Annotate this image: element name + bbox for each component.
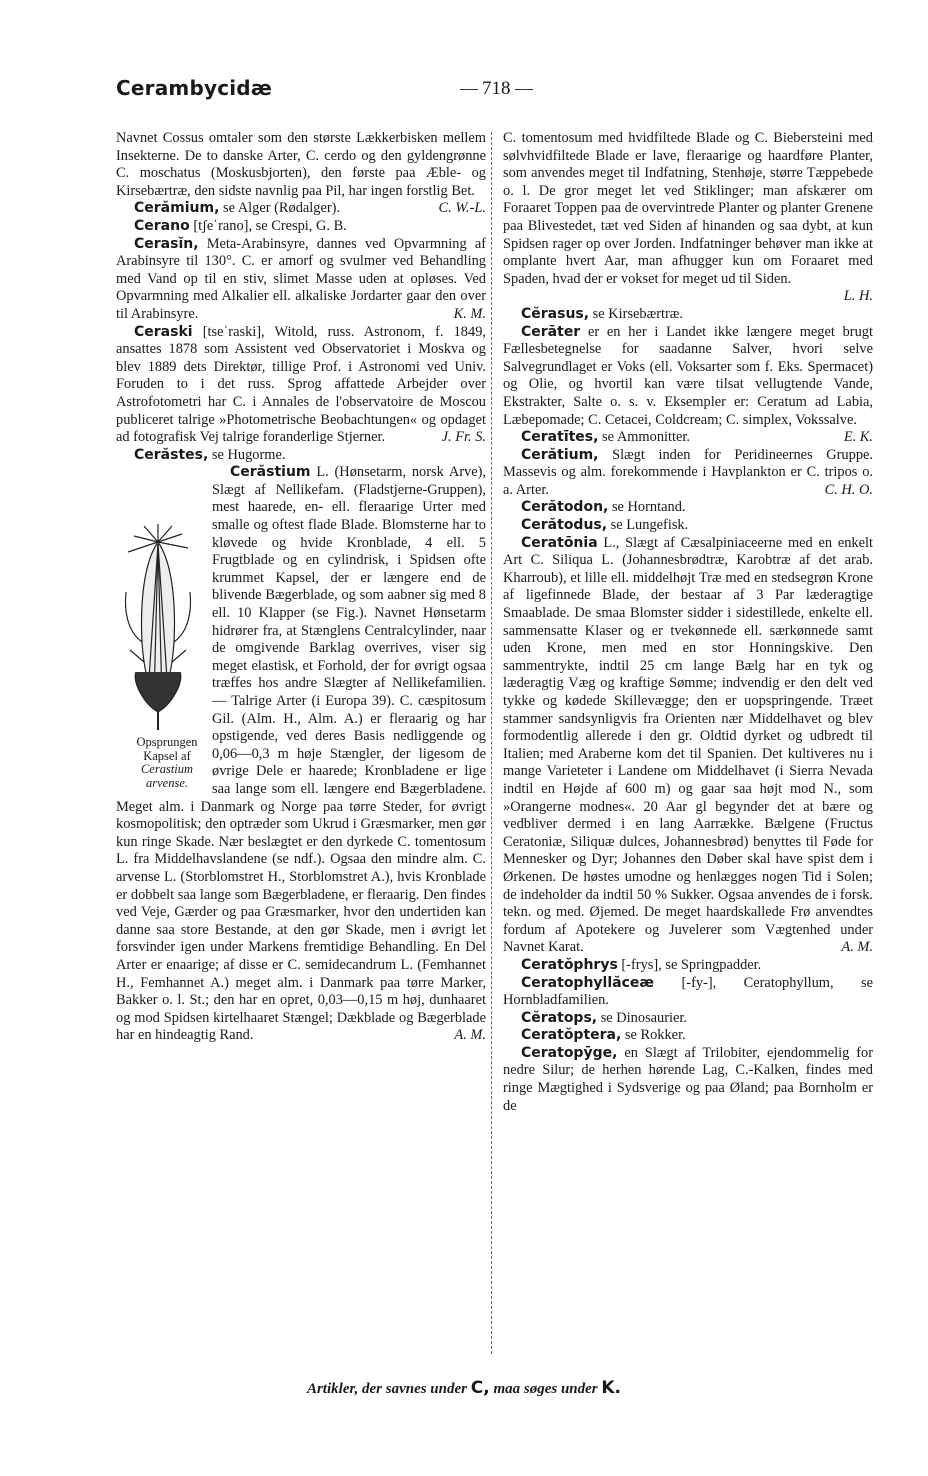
- headword: Ceratītes,: [521, 429, 599, 446]
- headword: Cĕratops,: [521, 1009, 598, 1026]
- footer-text: Artikler, der savnes under: [306, 1381, 471, 1397]
- caption-line: Kapsel af: [143, 748, 191, 763]
- right-column: [503, 130, 873, 1115]
- entry-text: se Kirsebærtræ.: [589, 305, 684, 322]
- dash-rule-left: [460, 89, 478, 90]
- headword: Cerăstium: [230, 464, 311, 481]
- entry-text: se Ammonitter.: [598, 429, 690, 446]
- author-signature: J. Fr. S.: [441, 429, 486, 446]
- author-signature: L. H.: [843, 288, 873, 305]
- author-signature: A. M.: [454, 1027, 486, 1044]
- entry-text: Meta-Arabinsyre, dannes ved Opvarmning af Arabinsyre til 130°. C. er amorf og svulmer ved Behandling med Vand op til en stiv, slimet Masse uden at opløses. Ved Opvarmning med Alkalier ell. alkaliske Jordarter gaar den over til Arabinsyre.: [116, 235, 486, 322]
- dash-rule-right: [515, 89, 533, 90]
- entry-ceramium: [116, 200, 486, 218]
- entry-ceratium: [503, 447, 873, 500]
- column-divider: [491, 132, 492, 1354]
- entry-text: se Rokker.: [621, 1027, 686, 1044]
- page-footer-note: [0, 1378, 928, 1398]
- capsule-illustration: [114, 522, 202, 732]
- entry-ceratopyge: [503, 1045, 873, 1115]
- author-signature: A. M.: [841, 939, 873, 956]
- author-signature: C. W.-L.: [438, 200, 486, 217]
- entry-tomentosum-continuation: [503, 130, 873, 288]
- entry-text: C. tomentosum med hvidfiltede Blade og C. Biebersteini med sølvhvidfiltede Blade er lave, fleraarige og haardføre Planter, som anvendes meget til Indfatning, Stenhøje, større Tæppebede o. l. De gror meget let ved Stiklinger; man afskærer om Foraaret Toppen paa de overvintrede Planter og planter Grenene paa Blivestedet, tæt ved Siden af hinanden og saa dybt, at kun Spidsen rager op over Jorden. Indfatninger behøver man ikke at omplante hvert Aar, man afhugger kun om Foraaret med Spaden, hvad der er vokset for meget ud til Siden.: [503, 130, 873, 287]
- entry-text: se Hugorme.: [208, 446, 286, 463]
- entry-text: [tseˈraski], Witold, russ. Astronom, f. 1849, ansattes 1878 som Assistent ved Observatoriet i Moskva og blev 1889 dets Direktør, tillige Prof. i Astronomi ved Univ. Foruden to i det russ. Sprog affattede Arbejder over Astrofotometri har C. i Annales de l'observatoire de Moscou publiceret talrige »Photometrische Beobachtungen« og opdaget ad fotografisk Vej talrige foranderlige Stjerner.: [116, 323, 486, 446]
- left-column: [116, 130, 486, 1045]
- headword: Ceratōnia: [521, 534, 598, 551]
- entry-text: [-fy-], Ceratophyllum, se Hornbladfamilien.: [503, 974, 873, 1009]
- entry-ceratophrys: [503, 957, 873, 975]
- entry-text: [tʃeˈrano], se Crespi, G. B.: [189, 217, 347, 234]
- headword: Cerāter: [521, 323, 581, 340]
- entry-text: Slægt inden for Peridineernes Gruppe. Massevis og alm. forekommende i Havplankton er C. tripos o. a. Arter.: [503, 446, 873, 498]
- entry-ceratops: [503, 1010, 873, 1028]
- entry-text: er en her i Landet ikke længere meget brugt Fællesbetegnelse for saadanne Salver, hvori selve Salvegrundlaget er Voks (ell. Voksarter som f. Eks. Spermacet) og Olie, og hvortil kan være tilsat vellugtende Vande, Ekstrakter, Salte o. s. v. Eksempler er: Ceratum ad Labia, Læbepomade; C. Cetacei, Coldcream; C. simplex, Vokssalve.: [503, 323, 873, 428]
- page-number: [456, 78, 537, 100]
- entry-cerano: [116, 218, 486, 236]
- headword: Ceratopȳge,: [521, 1044, 618, 1061]
- entry-cerasus: [503, 306, 873, 324]
- entry-text: se Horntand.: [608, 499, 686, 516]
- headword: Cerătodon,: [521, 499, 609, 516]
- headword: Cerasĭn,: [134, 235, 199, 252]
- caption-line: arvense.: [146, 775, 188, 790]
- headword: Cĕrasus,: [521, 305, 590, 322]
- headword: Cerăstes,: [134, 446, 209, 463]
- entry-ceratoptera: [503, 1027, 873, 1045]
- footer-text: maa søges under: [489, 1381, 602, 1397]
- author-signature: K. M.: [453, 305, 486, 322]
- headword: Cerătium,: [521, 446, 599, 463]
- entry-ceratophyllaceae: [503, 975, 873, 1010]
- entry-text: [-frys], se Springpadder.: [617, 956, 762, 973]
- entry-ceraski: [116, 324, 486, 447]
- running-head: Cerambycidæ: [116, 76, 272, 100]
- headword: Cerătodus,: [521, 517, 608, 534]
- entry-text: se Lungefisk.: [607, 517, 689, 534]
- figure-caption: [114, 736, 202, 790]
- headword: Ceraski: [134, 323, 193, 340]
- caption-line: Cerastium: [140, 762, 194, 777]
- entry-text: L. (Hønsetarm, norsk Arve), Slægt af Nellikefam. (Fladstjerne-Gruppen), mest haarede, en- ell. fleraarige Urter med smalle og oftest flade Blade. Blomsterne har to kløvede og hvide Kronblade, 4 ell. 5 Frugtblade og en cylindrisk, i Spidsen ofte krummet Kapsel, der er længere end de blivende Bægerblade, og som aabner sig med 8 ell. 10 Klapper (se Fig.). Navnet Hønsetarm hidrører fra, at Stænglens Centralcylinder, naar de omgivende Barklag overrives, viser sig meget elastisk, et Forhold, der for øvrigt ogsaa træffes hos andre Slægter af Nellikefamilien. — Talrige Arter (i Europa 39). C. cæspitosum Gil. (Alm. H., Alm. A.) er fleraarig og har opstigende, ved deres Basis nedliggende og 0,06—0,3 m høje Stængler, der ligesom de øvrige Dele er haarede; Kronbladene er lige saa lange som ell. længere end Bægerbladene. Meget alm. i Danmark og Norge paa tørre Steder, for øvrigt kosmopolitisk; den optræder som Ukrud i Græsmarker, men gør kun ringe Skade. Nær beslægtet er den dyrkede C. tomentosum L. fra Middelhavslandene (se ndf.). Ogsaa den mindre alm. C. arvense L. (Storblomstret H., Storblomstret A.), hvis Kronblade er dobbelt saa lange som Bægerbladene, er fleraarig. Den findes ved Veje, Gærder og paa Græsmarker, hvor den undertiden kan danne saa store Bestande, at den gør Skade, men i øvrigt let forsvinder igen under Markens fremtidige Behandling. En Del Arter er enaarige; af disse er C. semidecandrum L. (Femhannet H., Femhannet A.) meget alm. i Danmark paa tørre Marker, Bakker o. l. St.; den har en opret, 0,03—0,15 m høj, dunhaaret og mod Spidsen kirtelhaaret Stængel; Dækblade og Bægerblade har en hindeagtig Rand.: [116, 464, 486, 1044]
- headword: Cerano: [134, 217, 190, 234]
- footer-letter-c: C,: [470, 1378, 490, 1398]
- entry-text: se Alger (Rødalger).: [219, 200, 341, 217]
- entry-text: se Dinosaurier.: [597, 1009, 688, 1026]
- headword: Ceratophyllăceæ: [521, 974, 655, 991]
- author-signature: E. K.: [843, 429, 873, 446]
- entry-ceratites: [503, 429, 873, 447]
- entry-ceratodus: [503, 517, 873, 535]
- entry-ceratodon: [503, 499, 873, 517]
- entry-text: en Slægt af Trilobiter, ejendommelig for nedre Silur; de herhen hørende Lag, C.-Kalken, findes med ringe Mægtighed i Sydsverige og paa Øland; paa Bornholm er de: [503, 1044, 873, 1114]
- author-signature: C. H. O.: [824, 481, 873, 498]
- entry-cerastes: [116, 447, 486, 465]
- headword: Ceratŏphrys: [521, 956, 618, 973]
- page-header: [116, 76, 876, 104]
- page-number-text: 718: [482, 78, 511, 99]
- figure-cerastium-capsule: [114, 522, 202, 790]
- headword: Ceratŏptera,: [521, 1027, 622, 1044]
- entry-ceratonia: [503, 535, 873, 957]
- entry-cerasin: [116, 236, 486, 324]
- footer-letter-k: K.: [601, 1378, 622, 1398]
- entry-text: Navnet Cossus omtaler som den største Lækkerbisken mellem Insekterne. De to danske Arter, C. cerdo og den gyldengrønne C. moschatus (Moskusbjorten), den første paa Æble- og Kirsebærtræ, den sidste navnlig paa Pil, har ingen forstlig Bet.: [116, 130, 486, 199]
- caption-line: Opsprungen: [136, 735, 198, 750]
- entry-cerastium: [116, 464, 486, 1045]
- headword: Cerămium,: [134, 200, 220, 217]
- entry-text: L., Slægt af Cæsalpiniaceerne med en enkelt Art C. Siliqua L. (Johannesbrødtræ, Karobtræ af det arab. Kharroub), et lille ell. middelhøjt Træ med en stedsegrøn Krone af ligefinnede Blade, der bestaar af 3 Par læderagtige Smaablade. De smaa Blomster sidder i sidestillede, enkelte ell. sammensatte Klaser og er tvekønnede ell. særkønnede samt uden Krone, men med en stor Honningskive. Den sammentrykte, indtil 25 cm lange Bælg har en tyk og læderagtig Væg og kraftige Sømme; indvendig er den delt ved tykke og kødede Skillevægge; den er uopspringende. Træet stammer sandsynligvis fra Orienten nær Middelhavet og blev formodentlig allerede i den gr. Oldtid dyrket og udbredt til Italien; med Araberne kom det til Spanien. Det kultiveres nu i mange Varieteter i Landene om Middelhavet (i Sierra Nevada indtil en Højde af 600 m) og gaar saa højt mod N., som »Orangerne modnes«. 20 Aar gl begynder det at bære og vedbliver dermed i en lang Aarrække. Bælgene (Fructus Ceratoniæ, Siliquæ dulces, Johannesbrød) benyttes til Føde for Mennesker og Dyr; Johannes den Døber skal have spist dem i Ørkenen. De høstes umodne og henlægges nogen Tid i Solen; de indeholder da indtil 50 % Sukker. Ogsaa anvendes de i forsk. tekn. og med. Øjemed. De meget haardskallede Frø anvendtes fordum af Apotekere og Juvelerer som Vægtenhed under Navnet Karat.: [503, 534, 873, 956]
